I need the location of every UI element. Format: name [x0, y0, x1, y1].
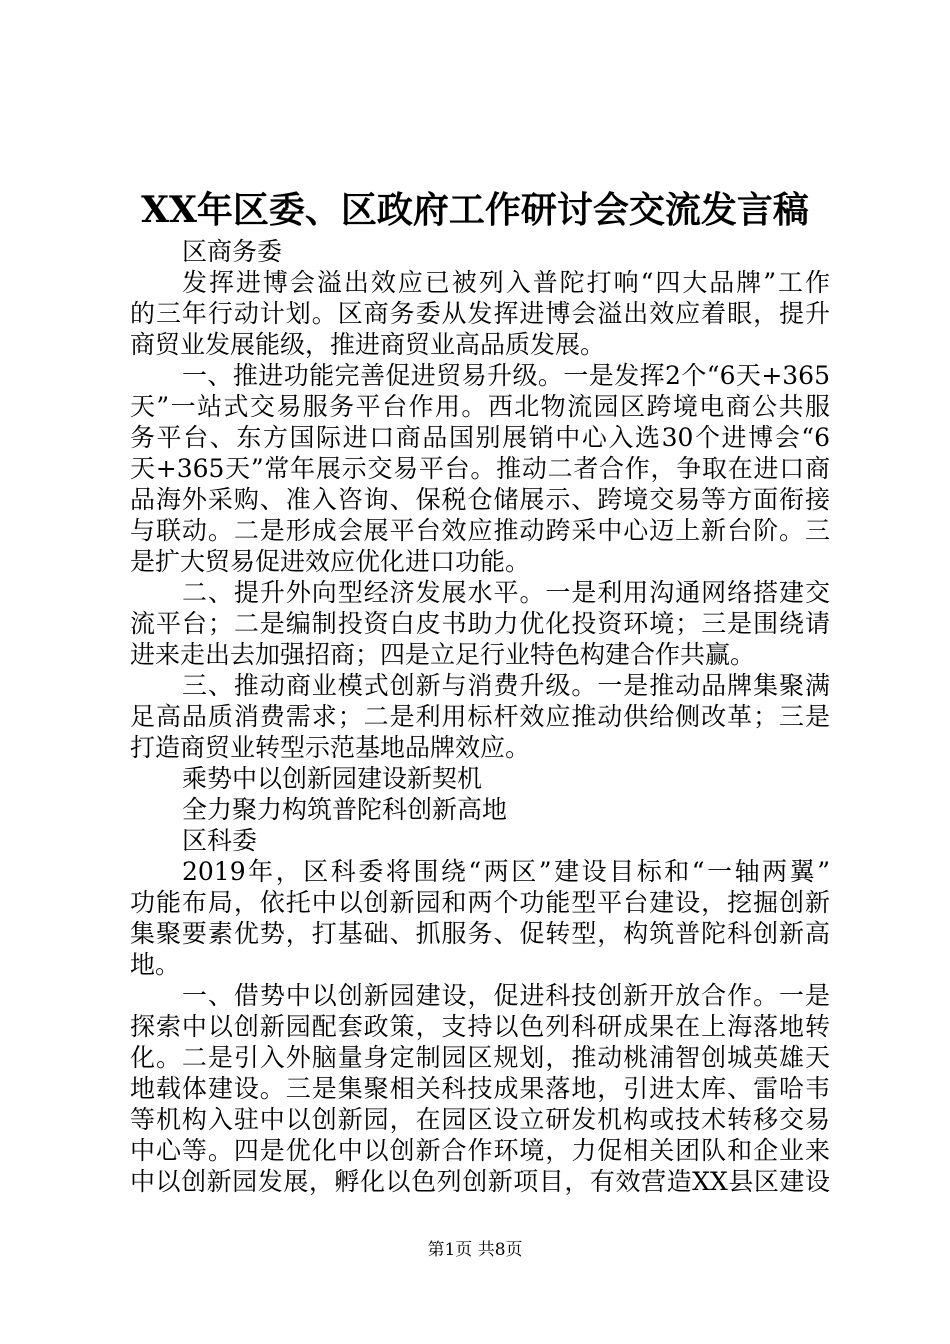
text-line: 区科委: [182, 826, 258, 855]
text-line: 天”一站式交易服务平台作用。西北物流园区跨境电商公共服: [130, 392, 830, 421]
text-line: 打造商贸业转型示范基地品牌效应。: [130, 733, 531, 762]
text-line: 中心等。四是优化中以创新合作环境，力促相关团队和企业来: [130, 1136, 830, 1165]
text-line: 化。二是引入外脑量身定制园区规划，推动桃浦智创城英雄天: [130, 1043, 830, 1072]
text-line: 一、推进功能完善促进贸易升级。一是发挥2个“6天+365: [182, 361, 830, 390]
text-line: 探索中以创新园配套政策，支持以色列科研成果在上海落地转: [130, 1012, 830, 1041]
text-line: 2019年，区科委将围绕“两区”建设目标和“一轴两翼”: [182, 857, 830, 886]
text-line: 品海外采购、准入咨询、保税仓储展示、跨境交易等方面衔接: [130, 485, 830, 514]
text-line: 足高品质消费需求；二是利用标杆效应推动供给侧改革；三是: [130, 702, 830, 731]
text-line: 天+365天”常年展示交易平台。推动二者合作，争取在进口商: [130, 454, 830, 483]
text-line: 二、提升外向型经济发展水平。一是利用沟通网络搭建交: [182, 578, 830, 607]
document-title: XX年区委、区政府工作研讨会交流发言稿: [141, 189, 809, 231]
text-line: 等机构入驻中以创新园，在园区设立研发机构或技术转移交易: [130, 1105, 830, 1134]
text-line: 发挥进博会溢出效应已被列入普陀打响“四大品牌”工作: [182, 268, 830, 297]
page-footer: 第1页 共8页: [427, 1240, 523, 1260]
text-line: 是扩大贸易促进效应优化进口功能。: [130, 547, 531, 576]
text-line: 中以创新园发展，孵化以色列创新项目，有效营造XX县区建设: [130, 1167, 830, 1196]
text-line: 一、借势中以创新园建设，促进科技创新开放合作。一是: [182, 981, 830, 1010]
text-line: 全力聚力构筑普陀科创新高地: [182, 795, 508, 824]
document-body: [130, 236, 830, 1197]
text-line: 与联动。二是形成会展平台效应推动跨采中心迈上新台阶。三: [130, 516, 830, 545]
text-line: 地载体建设。三是集聚相关科技成果落地，引进太库、雷哈韦: [130, 1074, 830, 1103]
text-line: 乘势中以创新园建设新契机: [182, 764, 483, 793]
text-line: 商贸业发展能级，推进商贸业高品质发展。: [130, 330, 606, 359]
text-line: 地。: [130, 950, 181, 979]
text-line: 进来走出去加强招商；四是立足行业特色构建合作共赢。: [130, 640, 756, 669]
text-line: 三、推动商业模式创新与消费升级。一是推动品牌集聚满: [182, 671, 830, 700]
text-line: 区商务委: [182, 237, 283, 266]
text-line: 流平台；二是编制投资白皮书助力优化投资环境；三是围绕请: [130, 609, 830, 638]
text-line: 务平台、东方国际进口商品国别展销中心入选30个进博会“6: [130, 423, 830, 452]
text-line: 的三年行动计划。区商务委从发挥进博会溢出效应着眼，提升: [130, 299, 830, 328]
text-line: 功能布局，依托中以创新园和两个功能型平台建设，挖掘创新: [130, 888, 830, 917]
text-line: 集聚要素优势，打基础、抓服务、促转型，构筑普陀科创新高: [130, 919, 830, 948]
